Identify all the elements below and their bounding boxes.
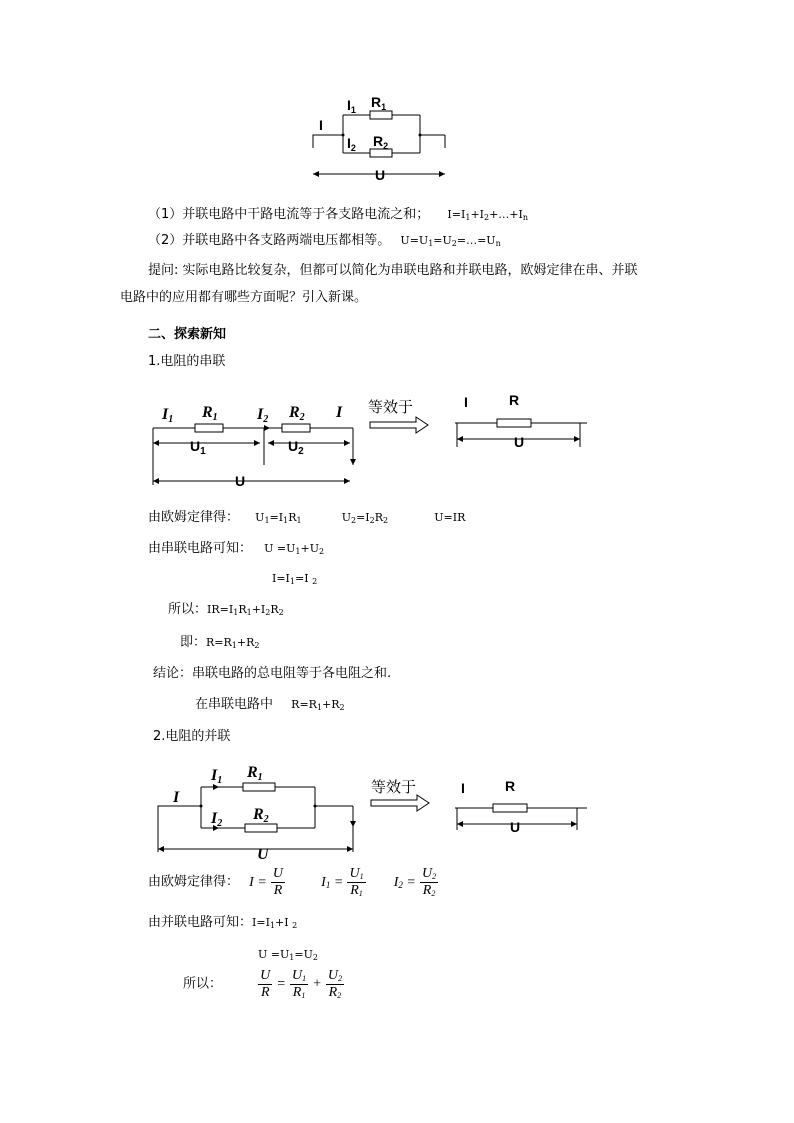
parallel-label-I1: I1 [211,767,223,786]
series-conclusion: 结论：串联电路的总电阻等于各电阻之和. [153,666,392,681]
parallel-label-U: U [257,846,269,863]
intro-line-1-formula: $I=I_1+I_2+\dots+I_n$ [447,208,529,222]
parallel-label-R2: R2 [253,806,269,825]
parallel-label-I: I [173,789,180,806]
series-label-R2: R2 [289,404,305,423]
series-eq-label-I: I [464,394,468,410]
parallel-label-I2: I2 [211,810,223,829]
series-rule-label: 由串联电路可知： [148,541,253,556]
question-line-1: 提问: 实际电路比较复杂，但都可以简化为串联电路和并联电路，欧姆定律在串、并联 [148,263,638,278]
parallel-circuit-diagram-top [305,90,455,190]
series-label-I2: I2 [257,406,269,425]
series-label-U1: $U_1$ [190,438,206,457]
label-I: I [319,117,323,133]
intro-line-2-formula: $U=U_1=U_2=\dots=U_n$ [400,234,501,248]
series-eq-label-R: R [509,392,520,408]
series-label-R1: R1 [202,404,218,423]
series-so-line: 所以：$IR=I_1R_1+I_2R_2$ [168,602,284,617]
series-label-U2: $U_2$ [288,438,304,457]
series-ohm-label: 由欧姆定律得： [148,510,240,525]
label-R1: $R_1$ [371,94,387,112]
series-label-I1: I1 [162,406,174,425]
intro-line-1-text: （1）并联电路中干路电流等于各支路电流之和； [148,207,430,222]
parallel-rule-line: 由并联电路可知：$I=I_1+I$ $_2$ [148,915,298,930]
series-ohm-line: 由欧姆定律得： $U_1=I_1R_1$ $U_2=I_2R_2$ U=IR [148,510,466,525]
series-ji-line: 即：$R=R_1+R_2$ [180,635,260,650]
parallel-eq-label-R: R [505,778,516,794]
parallel-rule-label: 由并联电路可知： [148,915,253,930]
parallel-voltage-rule: $U =U_1=U_2$ [258,948,318,962]
series-title: 1.电阻的串联 [148,354,226,369]
series-summary-label: 在串联电路中 [195,697,274,712]
parallel-label-R1: R1 [247,764,263,783]
intro-line-2 [148,233,501,249]
series-rule-line: 由串联电路可知： $U =U_1+U_2$ [148,541,325,556]
label-I2: $I_2$ [347,135,356,153]
label-R2: $R_2$ [373,133,389,151]
label-I1: $I_1$ [347,97,356,115]
series-so-label: 所以： [168,602,208,617]
parallel-circuit-diagram [155,762,590,862]
label-U: U [375,167,386,183]
parallel-ohm-line: 由欧姆定律得： I = $\frac{U}{R}$ $I_1$ = $\frac{U_1}{R_1}$ $I_2$ = $\frac{U_2}{R_2}$ [148,866,437,898]
parallel-ohm-label: 由欧姆定律得： [148,874,240,890]
series-current-rule: $I=I_1=I$ $_2$ [272,572,318,586]
series-equivalent-label: 等效于 [368,398,414,416]
series-label-U: U [235,473,246,489]
section-title: 二、探索新知 [148,327,227,342]
series-ji-label: 即： [180,635,207,650]
series-label-I: I [336,404,343,421]
series-circuit-diagram [150,392,590,490]
question-line-2: 电路中的应用都有哪些方面呢？引入新课。 [120,290,368,305]
parallel-equivalent-label: 等效于 [371,778,417,796]
series-summary-line: 在串联电路中 $R=R_1+R_2$ [195,697,345,712]
intro-line-2-text: （2）并联电路中各支路两端电压都相等。 [148,233,391,248]
parallel-so-label: 所以： [183,976,223,992]
series-ohm-f3: U=IR [434,511,466,524]
parallel-so-line: 所以： $\frac{U}{R}$ = $\frac{U_1}{R_1}$ + $\frac{U_2}{R_2}$ [183,968,342,1000]
parallel-title: 2.电阻的并联 [153,729,231,744]
parallel-eq-label-I: I [461,780,465,796]
intro-line-1 [148,207,528,223]
series-eq-label-U: U [514,434,525,450]
parallel-eq-label-U: U [510,819,521,835]
